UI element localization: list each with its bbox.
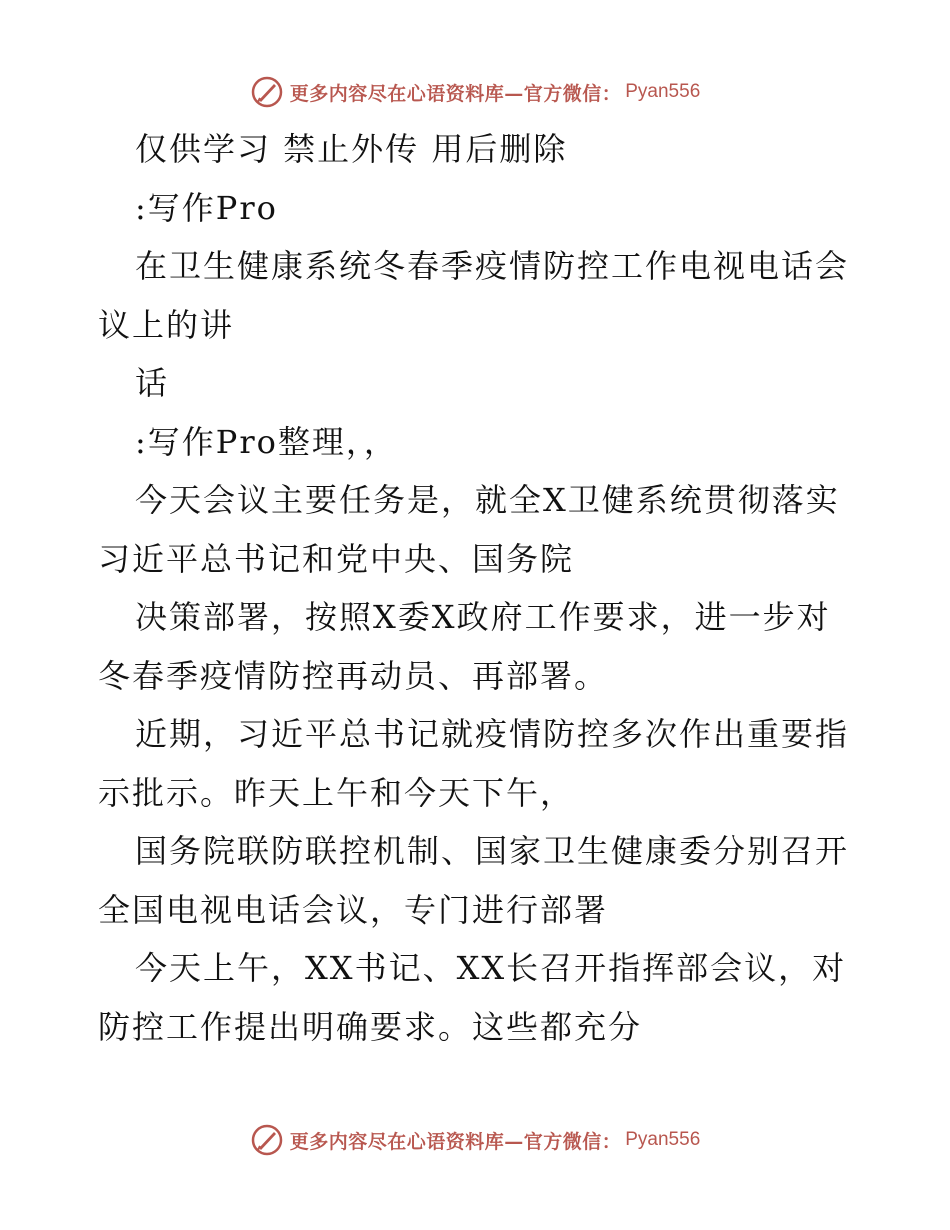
text-line: 话 xyxy=(135,364,170,402)
quill-logo-icon xyxy=(250,75,284,109)
text-line: 决策部署，按照X委X政府工作要求，进一步对 xyxy=(135,598,831,636)
text-line: 在卫生健康系统冬春季疫情防控工作电视电话会 xyxy=(135,247,850,285)
quill-logo-icon xyxy=(250,1123,284,1157)
text-line: :写作Pro整理，， xyxy=(135,422,398,461)
text-line: 仅供学习 禁止外传 用后删除 xyxy=(135,130,568,168)
watermark-wechat-id: Pyan556 xyxy=(625,1129,701,1150)
text-line: 国务院联防联控机制、国家卫生健康委分别召开 xyxy=(135,832,850,870)
text-line: :写作Pro xyxy=(135,188,278,227)
text-line: 议上的讲 xyxy=(98,305,235,344)
footer-watermark xyxy=(0,1120,950,1160)
text-line: 习近平总书记和党中央、国务院 xyxy=(98,539,575,578)
watermark-text: 更多内容尽在心语资料库—官方微信： xyxy=(289,82,622,105)
text-line: 近期，习近平总书记就疫情防控多次作出重要指 xyxy=(135,715,850,753)
text-line: 今天会议主要任务是，就全X卫健系统贯彻落实 xyxy=(135,481,840,519)
text-line: 示批示。昨天上午和今天下午， xyxy=(98,773,575,812)
watermark-wechat-id: Pyan556 xyxy=(625,81,701,102)
header-watermark xyxy=(0,72,950,112)
text-line: 全国电视电话会议，专门进行部署 xyxy=(98,890,609,929)
document-body xyxy=(98,120,858,1056)
watermark-text: 更多内容尽在心语资料库—官方微信： xyxy=(289,1130,622,1153)
text-line: 冬春季疫情防控再动员、再部署。 xyxy=(98,656,609,695)
text-line: 防控工作提出明确要求。这些都充分 xyxy=(98,1007,643,1046)
text-line: 今天上午，XX书记、XX长召开指挥部会议，对 xyxy=(135,949,847,987)
